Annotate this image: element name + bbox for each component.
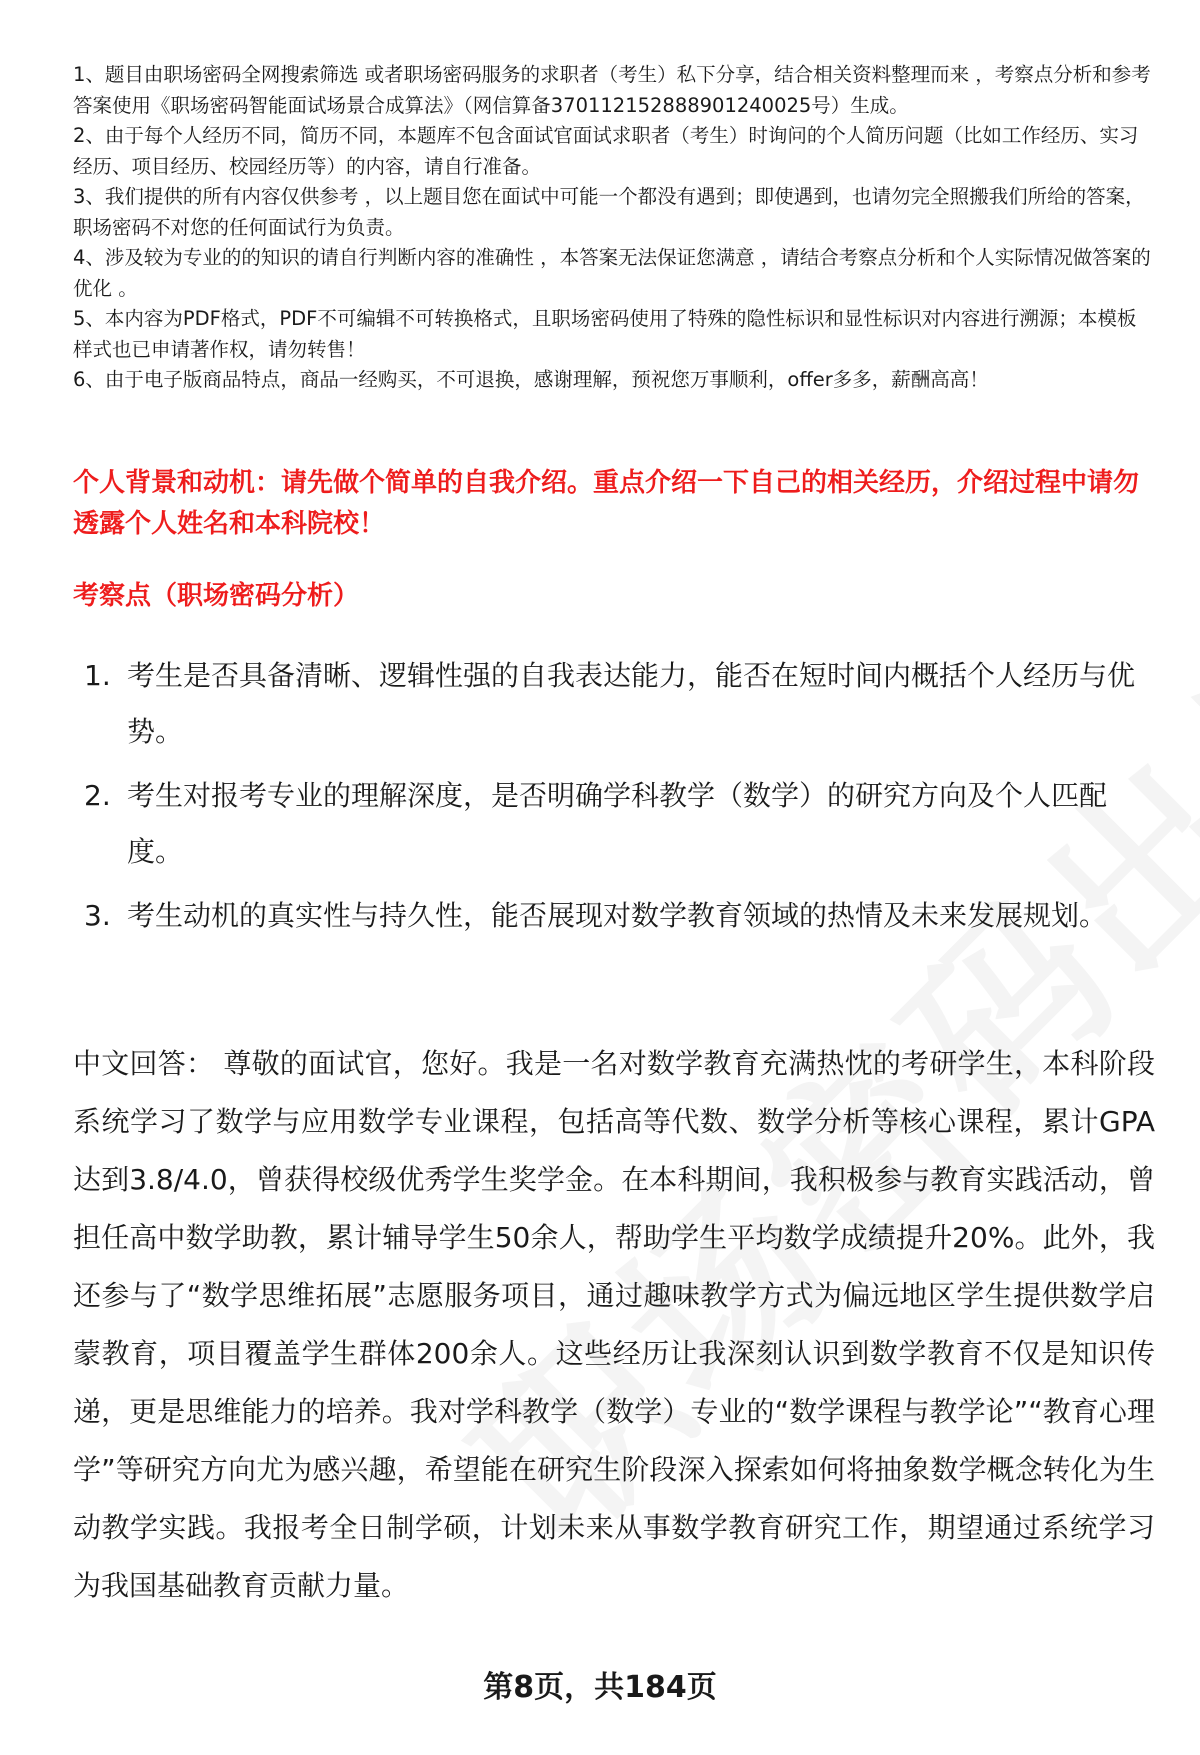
notice-item: 2、由于每个人经历不同，简历不同，本题库不包含面试官面试求职者（考生）时询问的个人简历问题（比如工作经历、实习经历、项目经历、校园经历等）的内容，请自行准备。 — [73, 124, 1139, 178]
point-number: 2. — [84, 779, 111, 812]
point-text: 考生对报考专业的理解深度，是否明确学科教学（数学）的研究方向及个人匹配度。 — [127, 779, 1108, 868]
notice-item: 4、涉及较为专业的的知识的请自行判断内容的准确性 ，本答案无法保证您满意 ，请结合考察点分析和个人实际情况做答案的优化 。 — [73, 246, 1151, 300]
point-text: 考生是否具备清晰、逻辑性强的自我表达能力，能否在短时间内概括个人经历与优势。 — [127, 659, 1136, 748]
notice-item: 6、由于电子版商品特点，商品一经购买，不可退换，感谢理解，预祝您万事顺利，offer多多，薪酬高高！ — [73, 368, 989, 391]
analysis-points — [84, 648, 1144, 952]
notice-item: 3、我们提供的所有内容仅供参考 ，以上题目您在面试中可能一个都没有遇到；即使遇到，也请勿完全照搬我们所给的答案，职场密码不对您的任何面试行为负责。 — [73, 185, 1145, 239]
page-number: 第8页，共184页 — [483, 1670, 717, 1705]
notice-item: 5、本内容为PDF格式，PDF不可编辑不可转换格式，且职场密码使用了特殊的隐性标识和显性标识对内容进行溯源；本模板样式也已申请著作权，请勿转售！ — [73, 307, 1137, 361]
answer-paragraph: 中文回答： 尊敬的面试官，您好。我是一名对数学教育充满热忱的考研学生，本科阶段系统学习了数学与应用数学专业课程，包括高等代数、数学分析等核心课程，累计GPA达到3.8/4.0，曾获得校级优秀学生奖学金。在本科期间，我积极参与教育实践活动，曾担任高中数学助教，累计辅导学生50余人，帮助学生平均数学成绩提升20%。此外，我还参与了“数学思维拓展”志愿服务项目，通过趣味教学方式为偏远地区学生提供数学启蒙教育，项目覆盖学生群体200余人。这些经历让我深刻认识到数学教育不仅是知识传递，更是思维能力的培养。我对学科教学（数学）专业的“数学课程与教学论”“教育心理学”等研究方向尤为感兴趣，希望能在研究生阶段深入探索如何将抽象数学概念转化为生动教学实践。我报考全日制学硕，计划未来从事数学教育研究工作，期望通过系统学习为我国基础教育贡献力量。 — [73, 1047, 1155, 1602]
analysis-title: 考察点（职场密码分析） — [73, 581, 360, 611]
notice-list — [73, 60, 1153, 396]
analysis-point — [84, 888, 1144, 944]
point-text: 考生动机的真实性与持久性，能否展现对数学教育领域的热情及未来发展规划。 — [127, 899, 1108, 932]
point-number: 3. — [84, 899, 111, 932]
analysis-point — [84, 768, 1144, 880]
question-heading: 个人背景和动机：请先做个简单的自我介绍。重点介绍一下自己的相关经历，介绍过程中请勿透露个人姓名和本科院校！ — [73, 468, 1140, 539]
notice-item: 1、题目由职场密码全网搜索筛选 或者职场密码服务的求职者（考生）私下分享，结合相关资料整理而来 ，考察点分析和参考答案使用《职场密码智能面试场景合成算法》（网信算备370112152888901240025号）生成。 — [73, 63, 1151, 117]
point-number: 1. — [84, 659, 111, 692]
analysis-point — [84, 648, 1144, 760]
